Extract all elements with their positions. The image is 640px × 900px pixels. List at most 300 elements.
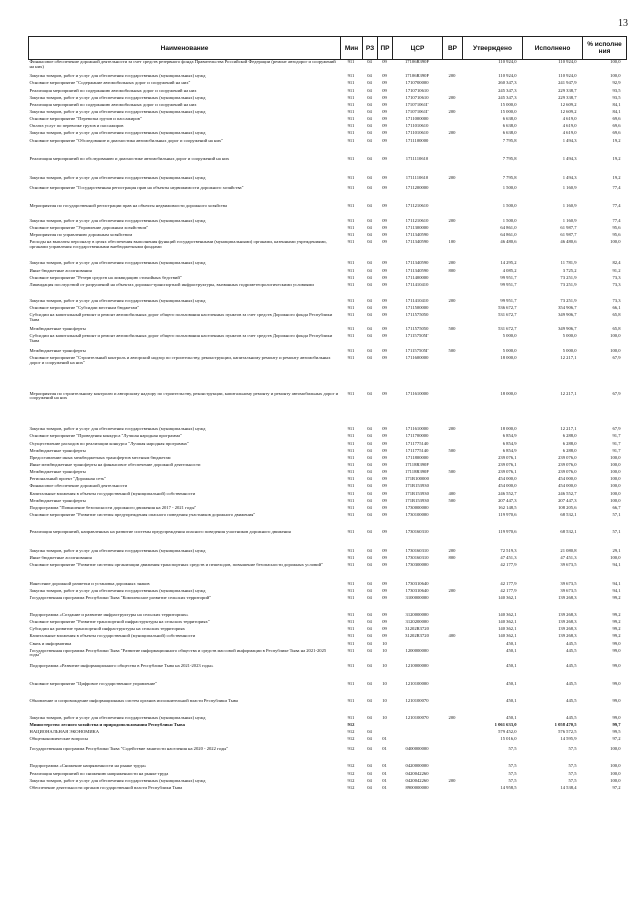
row-csr: 1711010610 [405, 131, 429, 136]
row-csr: 1711340590 [405, 261, 429, 266]
row-percent: 73,3 [612, 282, 621, 287]
row-csr: 1711110610 [405, 175, 429, 180]
row-pr: 09 [382, 355, 387, 360]
row-rz [363, 723, 378, 730]
row-csr: 3120200000 [405, 620, 429, 625]
row-percent: 100,0 [610, 771, 621, 776]
row-pr: 09 [382, 555, 387, 560]
row-min: 911 [347, 715, 355, 720]
row-approved: 119 970,6 [498, 512, 517, 517]
row-name: Межбюджетные трансферты [29, 470, 86, 475]
row-min: 911 [347, 117, 355, 122]
row-approved: 536 672,7 [498, 305, 517, 310]
row-approved: 450,1 [506, 648, 517, 653]
row-approved: 1 500,0 [502, 218, 517, 223]
row-pr: 09 [382, 334, 387, 339]
row-rz: 04 [367, 595, 372, 600]
row-executed: 349 906,7 [558, 327, 577, 332]
row-csr: 1730300000 [405, 562, 429, 567]
table-row [29, 283, 627, 299]
row-executed: 21 080,8 [560, 548, 577, 553]
row-percent: 100,0 [610, 491, 621, 496]
row-vr: 200 [448, 778, 456, 783]
row-pr: 10 [382, 715, 387, 720]
row-csr: 1711575050 [405, 312, 429, 317]
row-approved: 6 638,0 [502, 124, 517, 129]
row-name: Основное мероприятие "Резерв средств на ликвидацию стихийных бедствий" [29, 275, 182, 280]
row-percent: 91,7 [612, 441, 621, 446]
row-executed: 73 251,9 [560, 275, 577, 280]
row-vr: 200 [448, 588, 456, 593]
table-row [29, 226, 627, 233]
row-rz: 04 [367, 698, 372, 703]
table-row [29, 747, 627, 764]
row-executed: 68 532,1 [560, 530, 577, 535]
row-executed: 139 268,3 [558, 620, 577, 625]
row-percent: 99,0 [612, 641, 621, 646]
row-min: 912 [347, 730, 355, 735]
row-rz: 04 [367, 512, 372, 517]
row-percent: 93,5 [612, 95, 621, 100]
table-row [29, 356, 627, 392]
row-executed: 354 906,7 [558, 305, 577, 310]
row-name: Закупка товаров, работ и услуг для обеспечения государственных (муниципальных) нужд [29, 778, 206, 783]
row-percent: 97,2 [612, 737, 621, 742]
row-pr: 09 [382, 312, 387, 317]
row-vr [443, 103, 463, 110]
table-row [29, 110, 627, 117]
table-row [29, 139, 627, 158]
row-executed: 73 251,9 [560, 298, 577, 303]
table-row [29, 427, 627, 434]
row-pr: 10 [382, 648, 387, 653]
row-csr: 3100000000 [405, 595, 429, 600]
row-percent: 73,3 [612, 298, 621, 303]
row-vr [443, 730, 463, 737]
row-csr: 31202R3720 [405, 627, 429, 632]
row-min: 911 [347, 620, 355, 625]
table-row [29, 563, 627, 582]
row-pr: 09 [382, 268, 387, 273]
row-executed: 14 538,4 [560, 785, 577, 790]
row-rz: 04 [367, 664, 372, 669]
row-percent: 99,2 [612, 612, 621, 617]
row-name: Основное мероприятие "Цифровое государственное управление" [29, 681, 158, 686]
table-row [29, 269, 627, 276]
row-pr: 09 [382, 157, 387, 162]
row-pr: 09 [382, 562, 387, 567]
col-header-name: Наименование [29, 37, 341, 60]
row-executed: 46 480,6 [560, 240, 577, 245]
row-rz: 04 [367, 434, 372, 439]
row-vr [443, 582, 463, 589]
row-executed: 12 217,1 [560, 355, 577, 360]
row-vr [443, 642, 463, 649]
table-row [29, 103, 627, 110]
row-vr [443, 649, 463, 665]
table-row [29, 699, 627, 716]
row-vr: 500 [448, 348, 456, 353]
table-row [29, 649, 627, 665]
col-header-percent: % исполне ния [583, 37, 627, 60]
row-vr [443, 139, 463, 158]
row-vr [443, 530, 463, 549]
row-approved: 450,1 [506, 681, 517, 686]
row-rz: 04 [367, 737, 372, 742]
table-row [29, 449, 627, 456]
row-vr [443, 563, 463, 582]
row-percent: 99,2 [612, 634, 621, 639]
row-percent: 65,8 [612, 327, 621, 332]
row-vr: 400 [448, 491, 456, 496]
row-vr: 500 [448, 448, 456, 453]
row-csr: 1711610000 [405, 427, 429, 432]
row-pr: 09 [382, 595, 387, 600]
row-min: 911 [347, 434, 355, 439]
row-min: 912 [347, 771, 355, 776]
row-pr: 01 [382, 785, 387, 790]
row-pr: 09 [382, 612, 387, 617]
row-min: 911 [347, 698, 355, 703]
row-percent: 77,4 [612, 218, 621, 223]
row-vr: 200 [448, 110, 456, 114]
row-executed: 57,5 [568, 771, 577, 776]
table-row [29, 117, 627, 124]
row-executed: 39 673,5 [560, 588, 577, 593]
row-csr: 1730160310 [405, 530, 429, 535]
row-vr: 200 [448, 427, 456, 432]
row-rz: 04 [367, 491, 372, 496]
row-name: Иные межбюджетные трансферты на финансовое обеспечение дорожной деятельности [29, 462, 201, 467]
row-executed: 239 076,0 [558, 455, 577, 460]
table-row [29, 456, 627, 463]
row-approved: 140 362,1 [498, 620, 517, 625]
row-pr: 09 [382, 448, 387, 453]
row-name: Осуществление расходов по реализации конкурса "Лучшая народная программа" [29, 441, 189, 446]
table-row [29, 530, 627, 549]
row-rz: 04 [367, 74, 372, 79]
row-vr [443, 313, 463, 327]
row-name: Капитальные вложения в объекты государственной (муниципальной) собственности [29, 634, 196, 639]
row-vr [443, 484, 463, 491]
row-pr: 09 [382, 102, 387, 107]
row-approved: 6 854,9 [502, 448, 517, 453]
row-min: 911 [347, 282, 355, 287]
row-name: Субсидии на капитальный ремонт и ремонт автомобильных дорог общего пользования населенных пунктов за счет средств Дорожного фонда Республики Тыва [29, 312, 333, 322]
table-row [29, 627, 627, 634]
row-executed: 5 000,0 [562, 334, 577, 339]
table-row [29, 240, 627, 261]
row-csr: 1711410410 [405, 298, 429, 303]
row-rz: 04 [367, 298, 372, 303]
page-number: 13 [618, 18, 628, 29]
row-rz: 04 [367, 261, 372, 266]
row-vr [443, 456, 463, 463]
row-min: 911 [347, 491, 355, 496]
row-csr: 1711400000 [405, 275, 429, 280]
row-pr: 10 [382, 641, 387, 646]
row-min: 911 [347, 462, 355, 467]
row-percent: 97,2 [612, 785, 621, 790]
row-min: 912 [347, 737, 355, 742]
table-row [29, 299, 627, 306]
row-rz: 04 [367, 131, 372, 136]
row-min: 911 [347, 427, 355, 432]
row-approved: 14 958,5 [500, 785, 517, 790]
table-row [29, 219, 627, 226]
row-vr: 200 [448, 548, 456, 553]
row-name: Закупка товаров, работ и услуг для обеспечения государственных (муниципальных) нужд [29, 298, 206, 303]
row-min: 911 [347, 138, 355, 143]
row-percent: 29,1 [612, 548, 621, 553]
row-name: Общеэкономические вопросы [29, 737, 89, 742]
table-row [29, 313, 627, 327]
row-csr: 1711210610 [405, 218, 429, 223]
row-name: Закупка товаров, работ и услуг для обеспечения государственных (муниципальных) нужд [29, 715, 206, 720]
row-vr: 800 [448, 268, 456, 273]
row-approved: 239 076,1 [498, 470, 517, 475]
row-percent: 94,1 [612, 562, 621, 567]
row-name: Закупка товаров, работ и услуг для обеспечения государственных (муниципальных) нужд [29, 218, 206, 223]
row-name: Реализация мероприятий по содержанию автомобильных дорог и сооружений на них [29, 88, 197, 93]
table-row [29, 682, 627, 699]
row-pr: 10 [382, 664, 387, 669]
row-min: 911 [347, 634, 355, 639]
row-csr: 1730000000 [405, 505, 429, 510]
row-pr: 10 [382, 698, 387, 703]
row-min: 911 [347, 477, 355, 482]
row-percent: 91,2 [612, 268, 621, 273]
row-executed: 4 619,0 [562, 124, 577, 129]
row-percent: 100,0 [610, 498, 621, 503]
row-approved: 531 672,7 [498, 312, 517, 317]
row-min: 911 [347, 505, 355, 510]
table-row [29, 306, 627, 313]
row-executed: 1 160,9 [562, 185, 577, 190]
row-pr: 09 [382, 620, 387, 625]
row-percent: 84,1 [612, 110, 621, 114]
row-csr: 171R153930 [405, 498, 429, 503]
row-percent: 100,0 [610, 764, 621, 769]
table-row [29, 730, 627, 737]
row-rz: 04 [367, 562, 372, 567]
row-rz: 04 [367, 462, 372, 467]
row-executed: 139 268,3 [558, 595, 577, 600]
row-vr [443, 442, 463, 449]
row-min: 911 [347, 355, 355, 360]
row-min: 911 [347, 498, 355, 503]
row-name: Реализация мероприятий, направленных на развитие системы предупреждения опасного поведения участников дорожного движения [29, 530, 291, 535]
row-name: Ликвидация последствий от разрушений на объектах дорожно-транспортной инфраструктуры, вызванных гидрометеорологическими условиями [29, 282, 314, 287]
row-executed: 239 076,0 [558, 470, 577, 475]
row-csr: 1710700000 [405, 81, 429, 86]
row-percent: 67,9 [612, 355, 621, 360]
row-approved: 6 638,0 [502, 131, 517, 136]
row-name: Расходы на выплаты персоналу в целях обеспечения выполнения функций государственными (муниципальными) органами, казенными учреждениями, органами управления государственными внебюджетными фондами [29, 240, 327, 249]
col-header-vr: ВР [443, 37, 463, 60]
row-percent: 99,2 [612, 620, 621, 625]
row-min: 911 [347, 81, 355, 86]
row-approved: 5 000,0 [502, 334, 517, 339]
row-rz: 04 [367, 681, 372, 686]
row-pr: 09 [382, 434, 387, 439]
row-min: 911 [347, 175, 355, 180]
row-pr: 09 [382, 462, 387, 467]
row-percent: 69,6 [612, 117, 621, 122]
row-percent: 99,0 [612, 664, 621, 669]
row-approved: 6 854,9 [502, 441, 517, 446]
row-rz: 04 [367, 95, 372, 100]
table-row [29, 96, 627, 103]
row-pr: 09 [382, 427, 387, 432]
row-percent: 100,0 [610, 477, 621, 482]
row-approved: 46 480,6 [500, 240, 517, 245]
row-approved: 18 000,0 [500, 427, 517, 432]
row-executed: 207 447,3 [558, 498, 577, 503]
row-name: Мероприятия по государственной регистрации прав на объекты недвижимости дорожного хозяйства [29, 204, 228, 209]
row-csr: 8900000000 [405, 785, 429, 790]
row-executed: 454 000,0 [558, 477, 577, 482]
row-percent: 100,0 [610, 74, 621, 79]
row-min: 911 [347, 664, 355, 669]
table-row [29, 124, 627, 131]
row-csr: 1710710610 [405, 95, 429, 100]
row-approved: 140 362,1 [498, 612, 517, 617]
row-pr [378, 723, 393, 730]
row-name: Мероприятия по строительному контролю и авторскому надзору по строительству, реконструкции, капитальному ремонту и ремонту автомобильных дорог и сооружений на них [29, 391, 339, 401]
row-pr: 09 [382, 204, 387, 209]
table-row [29, 392, 627, 428]
table-row [29, 513, 627, 530]
row-percent: 69,6 [612, 124, 621, 129]
row-pr: 09 [382, 477, 387, 482]
row-vr [443, 627, 463, 634]
row-rz: 04 [367, 715, 372, 720]
row-rz: 04 [367, 312, 372, 317]
row-rz: 04 [367, 282, 372, 287]
row-csr: 171157505Г [405, 348, 429, 353]
col-header-executed: Исполнено [523, 37, 583, 60]
row-approved: 57,5 [508, 771, 517, 776]
row-vr [443, 613, 463, 620]
row-approved: 15 016,0 [500, 737, 517, 742]
row-approved: 246 552,7 [498, 491, 517, 496]
row-approved: 42 177,9 [500, 581, 517, 586]
row-vr [443, 506, 463, 513]
row-rz: 04 [367, 138, 372, 143]
row-csr: 0400000000 [405, 747, 429, 752]
row-min: 911 [347, 240, 355, 245]
row-csr: 1210100000 [405, 681, 429, 686]
row-min: 911 [347, 225, 355, 230]
row-rz: 04 [367, 581, 372, 586]
table-row [29, 492, 627, 499]
row-approved: 42 177,9 [500, 588, 517, 593]
row-csr: 0420042260 [405, 778, 429, 783]
table-row [29, 349, 627, 356]
table-row [29, 81, 627, 88]
col-header-rz: РЗ [363, 37, 378, 60]
row-approved: 5 000,0 [502, 348, 517, 353]
row-pr: 09 [382, 391, 387, 396]
row-approved: 110 924,0 [498, 74, 517, 79]
row-rz: 04 [367, 620, 372, 625]
row-min: 911 [347, 102, 355, 107]
row-approved: 99 951,7 [500, 282, 517, 287]
row-csr: 1730310640 [405, 581, 429, 586]
row-pr: 09 [382, 88, 387, 93]
table-row [29, 582, 627, 589]
row-percent: 84,1 [612, 102, 621, 107]
row-name: Реализация мероприятий по обследованию и диагностике автомобильных дорог и сооружений на них [29, 157, 230, 162]
row-rz: 04 [367, 785, 372, 790]
row-min: 912 [347, 723, 355, 727]
row-csr: 1711775140 [405, 448, 429, 453]
row-csr: 1730160310 [405, 548, 429, 553]
row-csr: 1711210610 [405, 204, 429, 209]
row-pr: 09 [382, 581, 387, 586]
row-percent: 91,7 [612, 448, 621, 453]
table-row [29, 89, 627, 96]
row-csr: 17106R390F [405, 59, 429, 64]
row-csr: 1711340590 [405, 268, 429, 273]
row-vr [443, 89, 463, 96]
row-rz: 04 [367, 484, 372, 489]
row-pr: 09 [382, 185, 387, 190]
row-csr: 3120000000 [405, 612, 429, 617]
row-rz: 04 [367, 634, 372, 639]
row-percent: 99,0 [612, 698, 621, 703]
row-rz: 04 [367, 355, 372, 360]
row-pr: 09 [382, 441, 387, 446]
table-row [29, 484, 627, 491]
row-csr: 171R153930 [405, 484, 429, 489]
row-min: 912 [347, 785, 355, 790]
row-pr: 09 [382, 505, 387, 510]
row-name: Основное мероприятие "Содержание автомобильных дорог и сооружений на них" [29, 81, 191, 86]
row-percent: 57,1 [612, 512, 621, 517]
row-min: 911 [347, 74, 355, 79]
row-name: Иные бюджетные ассигнования [29, 555, 92, 560]
row-name: Закупка товаров, работ и услуг для обеспечения государственных (муниципальных) нужд [29, 175, 206, 180]
row-vr [443, 233, 463, 240]
row-percent: 99,7 [612, 723, 621, 727]
row-vr [443, 664, 463, 681]
row-csr: 1711610000 [405, 391, 429, 396]
row-rz: 04 [367, 778, 372, 783]
row-name: Субсидии на капитальный ремонт и ремонт автомобильных дорог общего пользования населенных пунктов за счет средств Дорожного фонда Республики Тыва [29, 334, 333, 344]
row-approved: 15 000,0 [500, 110, 517, 114]
row-csr: 1711600000 [405, 355, 429, 360]
row-executed: 6 288,0 [562, 441, 577, 446]
row-percent: 91,7 [612, 434, 621, 439]
row-csr [393, 723, 443, 730]
row-executed: 3 725,2 [562, 268, 577, 273]
col-header-approved: Утверждено [463, 37, 523, 60]
row-percent: 67,9 [612, 427, 621, 432]
row-pr: 01 [382, 764, 387, 769]
row-name: Закупка товаров, работ и услуг для обеспечения государственных (муниципальных) нужд [29, 74, 206, 79]
row-csr: 1711410410 [405, 282, 429, 287]
row-executed: 1 494,3 [562, 175, 577, 180]
row-rz: 04 [367, 157, 372, 162]
row-vr [443, 81, 463, 88]
row-name: Обеспечение деятельности органов государственной власти Республики Тыва [29, 785, 183, 790]
row-vr: 500 [448, 470, 456, 475]
row-name: Подпрограмма "Повышение безопасности дорожного движения на 2017 - 2021 годы" [29, 505, 197, 510]
row-vr: 200 [448, 218, 456, 223]
row-percent: 66,7 [612, 505, 621, 510]
